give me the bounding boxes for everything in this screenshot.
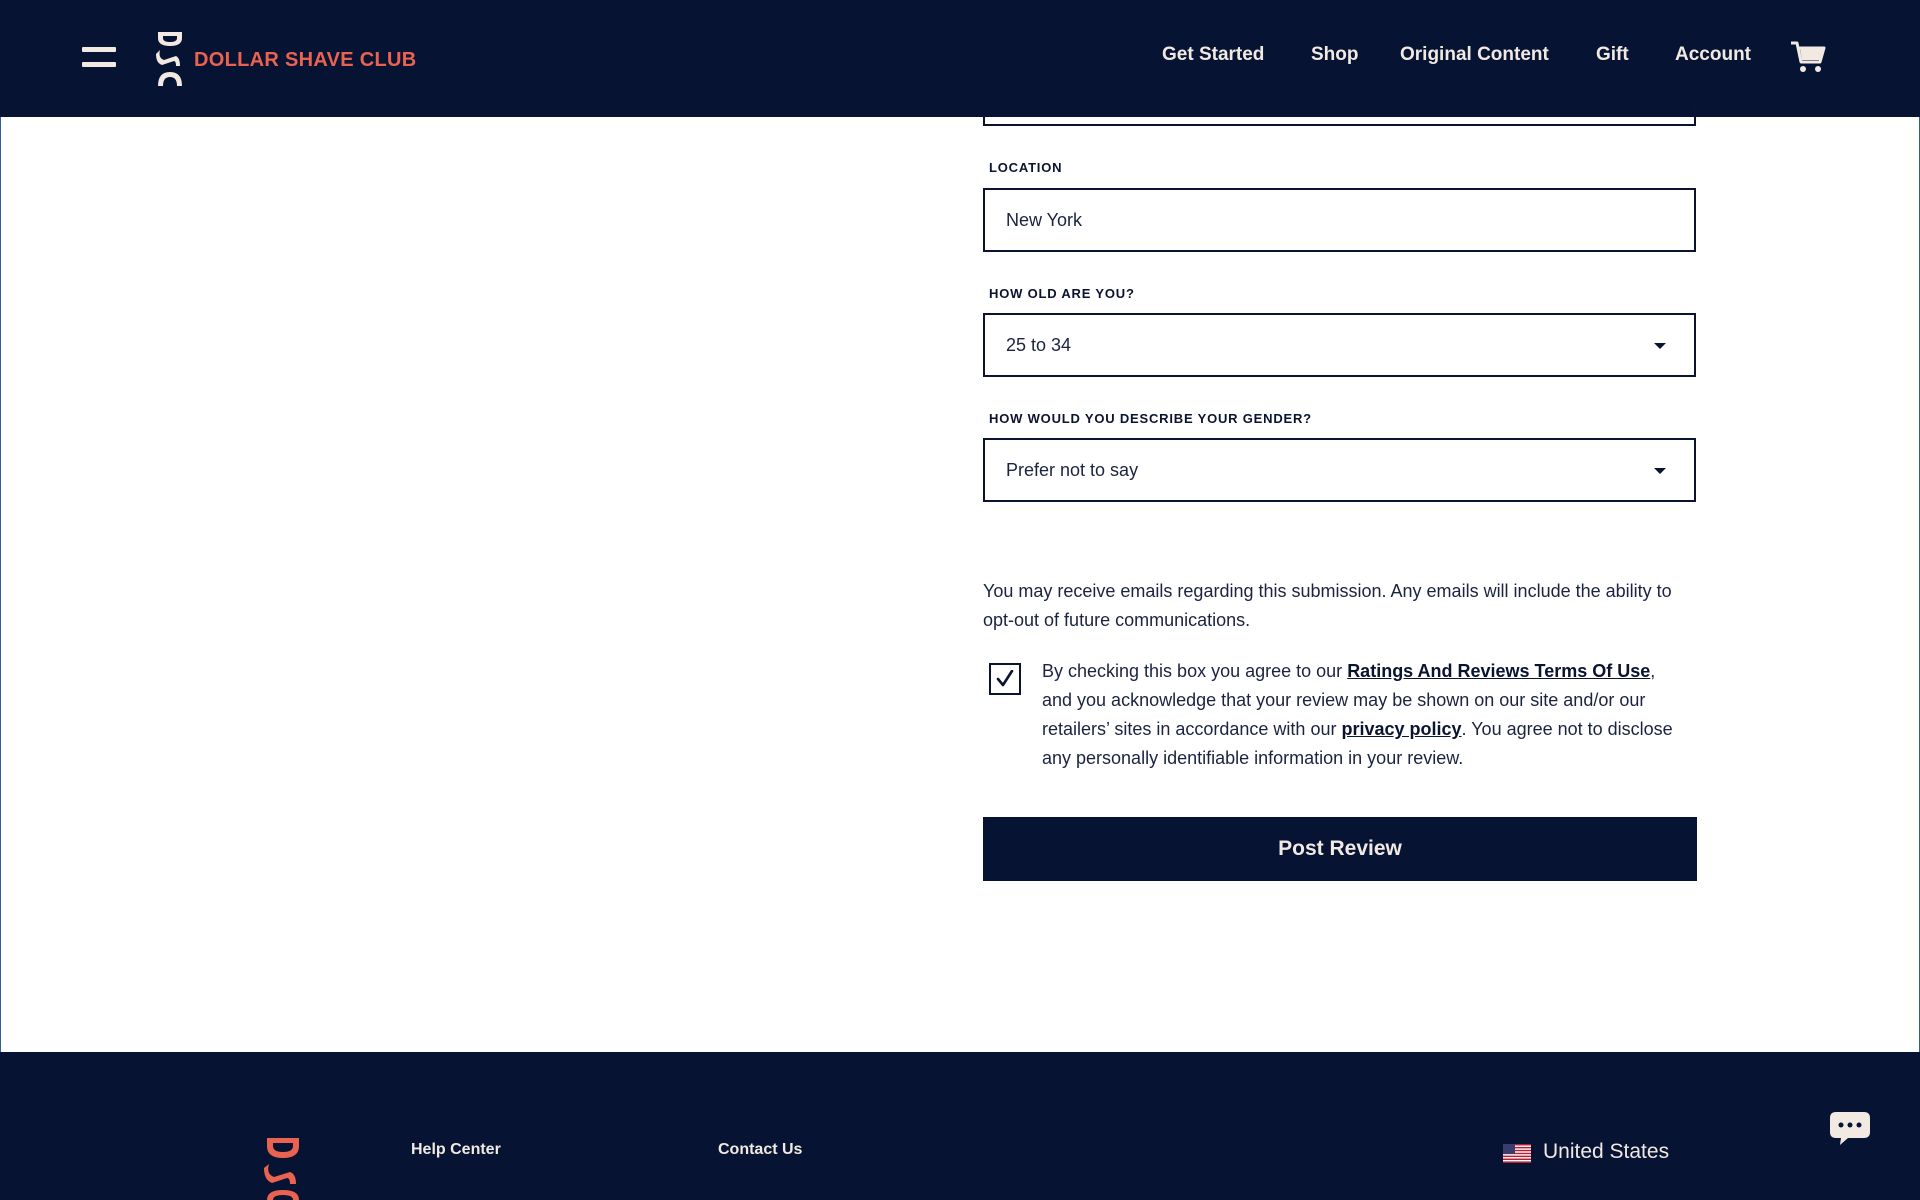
email-notice: You may receive emails regarding this submission. Any emails will include the ability to opt-out of future communications. — [983, 581, 1672, 630]
checkmark-icon — [996, 670, 1014, 688]
footer-contact-us-link[interactable]: Contact Us — [718, 1141, 803, 1158]
chat-icon[interactable] — [1822, 1100, 1878, 1156]
age-value: 25 to 34 — [1006, 335, 1072, 355]
consent-checkbox[interactable] — [989, 663, 1021, 695]
previous-field-box[interactable] — [983, 100, 1696, 126]
dsc-monogram-logo[interactable] — [152, 30, 188, 90]
terms-of-use-link[interactable]: Ratings And Reviews Terms Of Use — [1347, 661, 1651, 681]
consent-text-part: By checking this box you agree to our — [1042, 661, 1348, 681]
consent-text — [1042, 657, 1682, 773]
footer-dsc-logo — [262, 1136, 304, 1200]
consent-text-part: . You agree not to disclose any personally identifiable information in your review. — [1042, 719, 1673, 768]
page-edge-left — [0, 117, 1, 1052]
chevron-down-icon — [1654, 468, 1666, 474]
privacy-policy-link[interactable]: privacy policy — [1341, 719, 1462, 739]
post-review-button[interactable]: Post Review — [983, 817, 1697, 881]
hamburger-icon[interactable] — [82, 46, 116, 70]
cart-icon[interactable] — [1790, 40, 1826, 74]
location-input[interactable] — [983, 188, 1696, 252]
footer-help-center-link[interactable]: Help Center — [411, 1141, 501, 1158]
location-label: LOCATION — [989, 160, 1063, 175]
age-select[interactable] — [983, 313, 1696, 377]
location-value: New York — [1006, 210, 1083, 230]
gender-select[interactable] — [983, 438, 1696, 502]
nav-gift[interactable]: Gift — [1596, 44, 1629, 65]
nav-account[interactable]: Account — [1675, 44, 1751, 65]
nav-shop[interactable]: Shop — [1311, 44, 1359, 65]
nav-original-content[interactable]: Original Content — [1400, 44, 1549, 65]
us-flag-icon — [1503, 1144, 1531, 1163]
nav-get-started[interactable]: Get Started — [1162, 44, 1265, 65]
age-label: HOW OLD ARE YOU? — [989, 286, 1135, 301]
brand-wordmark[interactable]: DOLLAR SHAVE CLUB — [194, 49, 417, 71]
chevron-down-icon — [1654, 343, 1666, 349]
consent-text-part: , and you acknowledge that your review may be shown on our site and/or our retailers’ sites in accordance with our — [1042, 661, 1656, 739]
gender-label: HOW WOULD YOU DESCRIBE YOUR GENDER? — [989, 411, 1312, 426]
gender-value: Prefer not to say — [1006, 460, 1139, 480]
country-name: United States — [1543, 1140, 1670, 1163]
